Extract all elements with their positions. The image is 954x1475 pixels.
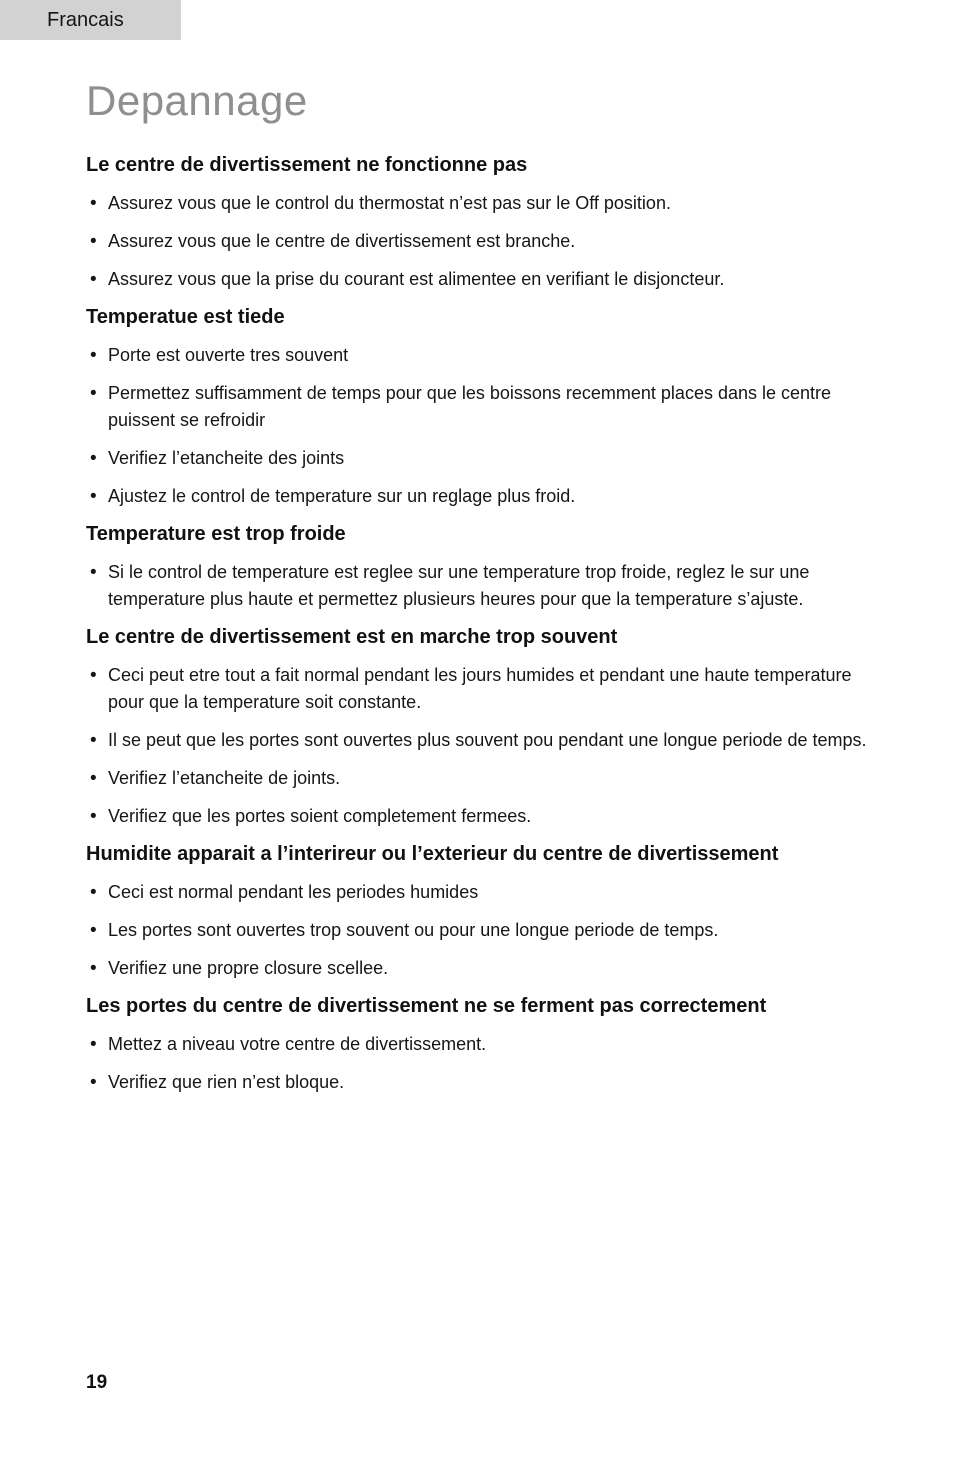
bullet-item: • Assurez vous que la prise du courant est alimentee en verifiant le disjoncteur. xyxy=(90,266,886,293)
section-heading: Les portes du centre de divertissement ne se ferment pas correctement xyxy=(86,995,767,1017)
bullet-item: • Les portes sont ouvertes trop souvent ou pour une longue periode de temps. xyxy=(90,917,886,944)
page-number: 19 xyxy=(86,1372,108,1393)
bullet-item: • Ceci peut etre tout a fait normal pendant les jours humides et pendant une haute temperature pour que la temperature soit constante. xyxy=(90,662,886,716)
section-heading: Le centre de divertissement ne fonctionne pas xyxy=(86,154,528,176)
bullet-list xyxy=(90,662,886,830)
section-heading: Temperatue est tiede xyxy=(86,306,285,328)
section-temperature-cold xyxy=(86,521,886,613)
bullet-item: • Verifiez l’etancheite de joints. xyxy=(90,765,886,792)
bullet-item: • Verifiez que rien n’est bloque. xyxy=(90,1069,886,1096)
bullet-list xyxy=(90,879,886,982)
section-humidity xyxy=(86,841,886,982)
bullet-item: • Ajustez le control de temperature sur un reglage plus froid. xyxy=(90,483,886,510)
section-temperature-warm xyxy=(86,304,886,510)
bullet-item: • Ceci est normal pendant les periodes humides xyxy=(90,879,886,906)
section-runs-too-often xyxy=(86,624,886,830)
section-heading: Humidite apparait a l’interireur ou l’exterieur du centre de divertissement xyxy=(86,843,779,865)
bullet-list xyxy=(90,342,886,510)
bullet-item: • Assurez vous que le control du thermostat n’est pas sur le Off position. xyxy=(90,190,886,217)
bullet-item: • Verifiez l’etancheite des joints xyxy=(90,445,886,472)
bullet-item: • Il se peut que les portes sont ouvertes plus souvent pou pendant une longue periode de temps. xyxy=(90,727,886,754)
bullet-item: • Assurez vous que le centre de divertissement est branche. xyxy=(90,228,886,255)
bullet-item: • Porte est ouverte tres souvent xyxy=(90,342,886,369)
page-content xyxy=(86,78,886,1107)
language-tab xyxy=(0,0,181,40)
bullet-item: • Verifiez que les portes soient completement fermees. xyxy=(90,803,886,830)
bullet-item: • Mettez a niveau votre centre de divertissement. xyxy=(90,1031,886,1058)
language-tab-label: Francais xyxy=(47,8,124,31)
section-heading: Le centre de divertissement est en marche trop souvent xyxy=(86,626,618,648)
bullet-list xyxy=(90,1031,886,1096)
section-heading: Temperature est trop froide xyxy=(86,523,346,545)
bullet-item: • Permettez suffisamment de temps pour que les boissons recemment places dans le centre puissent se refroidir xyxy=(90,380,886,434)
bullet-item: • Verifiez une propre closure scellee. xyxy=(90,955,886,982)
section-doors-not-closing xyxy=(86,993,886,1096)
bullet-list xyxy=(90,190,886,293)
section-not-working xyxy=(86,152,886,293)
bullet-list xyxy=(90,559,886,613)
page-title: Depannage xyxy=(86,77,308,124)
bullet-item: • Si le control de temperature est reglee sur une temperature trop froide, reglez le sur une temperature plus haute et permettez plusieurs heures pour que la temperature s’ajuste. xyxy=(90,559,886,613)
